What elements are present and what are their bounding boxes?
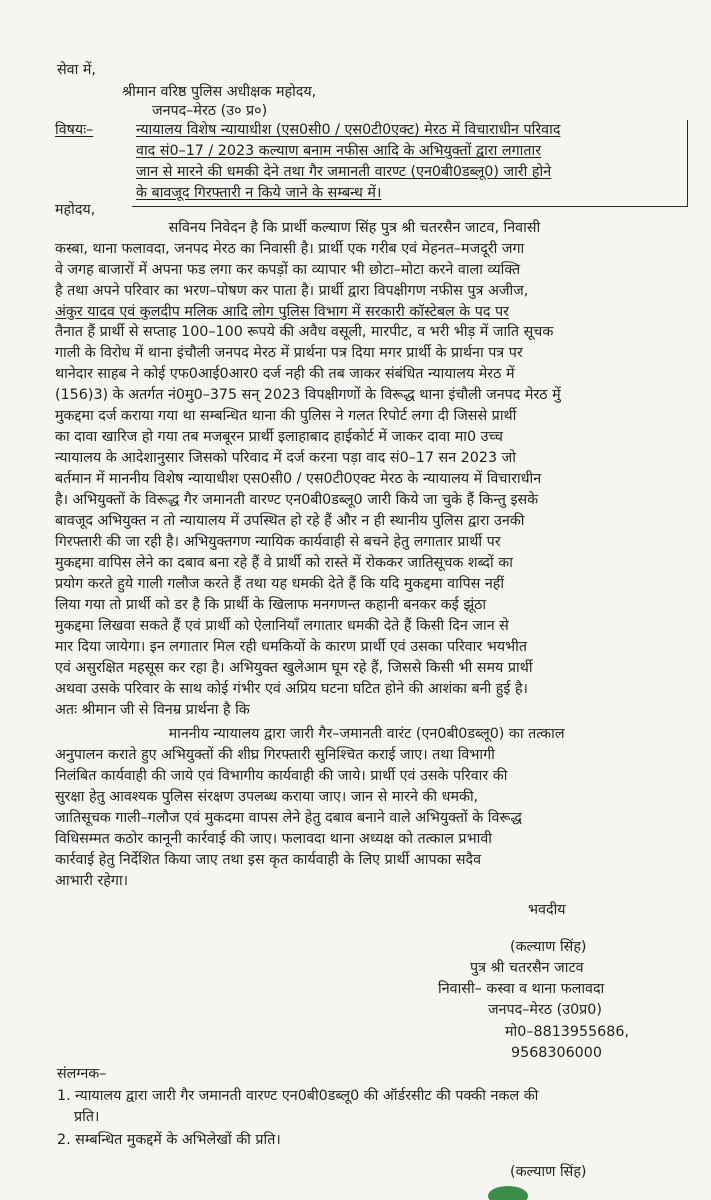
body-line: मार दिया जायेगा। इन लगातार मिल रही धमकियों के कारण प्रार्थी एवं उसका परिवार भयभीत <box>55 639 527 655</box>
body-line: वे जगह बाजारों में अपना फड लगा कर कपड़ों का व्यापार भी छोटा–मोटा करने वाला व्यक्ति <box>55 262 521 278</box>
sender-mobile-2: 9568306000 <box>511 1045 602 1061</box>
body-line: सविनय निवेदन है कि प्रार्थी कल्याण सिंह पुत्र श्री चतरसैन जाटव, निवासी <box>55 220 541 236</box>
body-line <box>55 281 528 302</box>
greeting: महोदय, <box>55 202 96 218</box>
body-line: कस्बा, थाना फलावदा, जनपद मेरठ का निवासी है। प्रार्थी एक गरीब एवं मेहनत–मजदूरी जगा <box>55 241 525 257</box>
prayer-line: कार्रवाई हेतु निर्देशित किया जाए तथा इस कृत कार्यवाही के लिए प्रार्थी आपका सदैव <box>55 852 482 868</box>
body-line: थानेदार साहब ने कोई एफ0आई0आर0 दर्ज नही की तब जाकर संबंधित न्यायालय मेरठ में <box>55 366 515 382</box>
body-line: गिरफ्तारी की जा रही है। अभियुक्तगण न्यायिक कार्यवाही से बचने हेतु लगातार प्रार्थी पर <box>55 534 501 550</box>
addressee-district: जनपद–मेरठ (उ० प्र०) <box>152 103 268 119</box>
subject-line-4: के बावजूद गिरफ्तारी न किये जाने के सम्बन्ध में। <box>136 185 382 201</box>
prayer-line: विधिसम्मत कठोर कानूनी कार्रवाई की जाए। फलावदा थाना अध्यक्ष को तत्काल प्रभावी <box>55 831 492 847</box>
body-line: है। अभियुक्तों के विरूद्ध गैर जमानती वारण्ट एन0बी0डब्लू0 जारी किये जा चुके हैं किन्तु इसके <box>55 492 539 508</box>
subject-line-1: न्यायालय विशेष न्यायाधीश (एस0सी0 / एस0टी0एक्ट) मेरठ में विचाराधीन परिवाद <box>136 122 561 138</box>
sender-mobile-1: मो0–8813955686, <box>505 1024 630 1040</box>
decorative-mark <box>488 1186 528 1200</box>
subject-line-3: जान से मारने की धमकी देने तथा गैर जमानती वारण्ट (एन0बी0डब्लू0) जारी होने <box>136 164 552 180</box>
prayer-line: जातिसूचक गाली–गलौज एवं मुकदमा वापस लेने हेतु दबाव बनाने वाले अभियुक्तों के विरूद्ध <box>55 810 522 826</box>
body-line: प्रयोग करते हुये गाली गलौज करते हैं तथा यह धमकी देते हैं कि यदि मुकद्दमा वापिस नहीं <box>55 576 505 592</box>
body-line: का दावा खारिज हो गया तब मजबूरन प्रार्थी इलाहाबाद हाईकोर्ट में जाकर दावा मा0 उच्च <box>55 429 503 445</box>
bottom-signature: (कल्याण सिंह) <box>510 1164 587 1180</box>
body-line: मुकद्दमा वापिस लेने का दबाव बना रहे हैं वे प्रार्थी को रास्ते में रोककर जातिसूचक शब्दों का <box>55 555 513 571</box>
subject-label: विषयः– <box>55 122 94 138</box>
enclosure-item-1-cont: प्रति। <box>74 1109 100 1125</box>
body-line-part: है तथा अपने परिवार का भरण–पोषण कर पाता है। प्रार्थी द्वारा विपक्षीगण नफीस पुत्र अजीज, <box>55 283 529 299</box>
body-line: (156)3) के अतर्गत नं0मु0–375 सन् 2023 विपक्षीगणों के विरूद्ध थाना इंचौली जनपद मेरठ मुें <box>55 387 561 403</box>
enclosure-item-1: 1. न्यायालय द्वारा जारी गैर जमानती वारण्ट एन0बी0डब्लू0 की ऑर्डरसीट की पक्की नकल की <box>57 1088 539 1104</box>
addressee: श्रीमान वरिष्ठ पुलिस अधीक्षक महोदय, <box>122 84 317 100</box>
body-line: अथवा उसके परिवार के साथ कोई गंभीर एवं अप्रिय घटना घटित होने की आशंका बनी हुई है। <box>55 681 528 697</box>
sender-district: जनपद–मेरठ (उ0प्र0) <box>488 1002 602 1018</box>
body-line: न्यायालय के आदेशानुसार जिसको परिवाद में दर्ज करना पड़ा वाद सं0–17 सन 2023 जो <box>55 450 516 466</box>
salutation-to: सेवा में, <box>57 62 96 78</box>
body-line: मुकद्दमा लिखवा सकते हैं एवं प्रार्थी को ऐलानियाँ लगातार धमकी देते हैं किसी दिन जान से <box>55 618 509 634</box>
body-line: बावजूद अभियुक्त न तो न्यायालय में उपस्थित हो रहे हैं और न ही स्थानीय पुलिस द्वारा उनकी <box>55 513 525 529</box>
subject-line-2: वाद सं0–17 / 2023 कल्याण बनाम नफीस आदि के अभियुक्तों द्वारा लगातार <box>136 143 542 159</box>
body-line: अंकुर यादव एवं कुलदीप मलिक आदि लोग पुलिस विभाग में सरकारी कॉस्टेबल के पद पर <box>55 304 510 320</box>
body-line: गाली के विरोध में थाना इंचौली जनपद मेरठ में प्रार्थना पत्र दिया मगर प्रार्थी के प्रार्थना पत्र पर <box>55 345 523 361</box>
sender-father: पुत्र श्री चतरसैन जाटव <box>470 960 584 976</box>
body-line: लिया गया तो प्रार्थी को डर है कि प्रार्थी के खिलाफ मनगणन्त कहानी बनकर कई झूंठा <box>55 597 487 613</box>
body-line: बर्तमान में माननीय विशेष न्यायाधीश एस0सी0 / एस0टी0एक्ट मेरठ के न्यायालय में विचाराधीन <box>55 471 542 487</box>
closing-yours: भवदीय <box>528 902 566 918</box>
enclosure-item-2: 2. सम्बन्धित मुकद्दमें के अभिलेखों की प्रति। <box>57 1132 281 1148</box>
prayer-line: अनुपालन कराते हुए अभियुक्तों की शीघ्र गिरफ्तारी सुनिश्चित कराई जाए। तथा विभागी <box>55 747 495 763</box>
prayer-line: निलंबित कार्यवाही की जाये एवं विभागीय कार्यवाही की जाये। प्रार्थी एवं उसके परिवार की <box>55 768 508 784</box>
body-line: तैनात हैं प्रार्थी से सप्ताह 100–100 रूपये की अवैध वसूली, मारपीट, व भरी भीड़ में जाति सूचक <box>55 324 554 340</box>
prayer-line: सुरक्षा हेतु आवश्यक पुलिस संरक्षण उपलब्ध कराया जाए। जान से मारने की धमकी, <box>55 789 479 805</box>
enclosures-heading: संलग्नक– <box>57 1066 107 1082</box>
prayer-line: माननीय न्यायालय द्वारा जारी गैर–जमानती वारंट (एन0बी0डब्लू0) का तत्काल <box>55 726 565 742</box>
body-line: एवं असुरक्षित महसूस कर रहा है। अभियुक्त खुलेआम घूम रहे हैं, जिससे किसी भी समय प्रार्थी <box>55 660 533 676</box>
body-line: मुकद्दमा दर्ज कराया गया था सम्बन्धित थाना की पुलिस ने गलत रिपोर्ट लगा दी जिससे प्रार्थी <box>55 408 517 424</box>
sender-residence: निवासी– कस्वा व थाना फलावदा <box>438 981 605 997</box>
sender-name: (कल्याण सिंह) <box>510 939 587 955</box>
body-line: अतः श्रीमान जी से विनम्र प्रार्थना है कि <box>55 702 250 718</box>
prayer-line: आभारी रहेगा। <box>55 873 129 889</box>
